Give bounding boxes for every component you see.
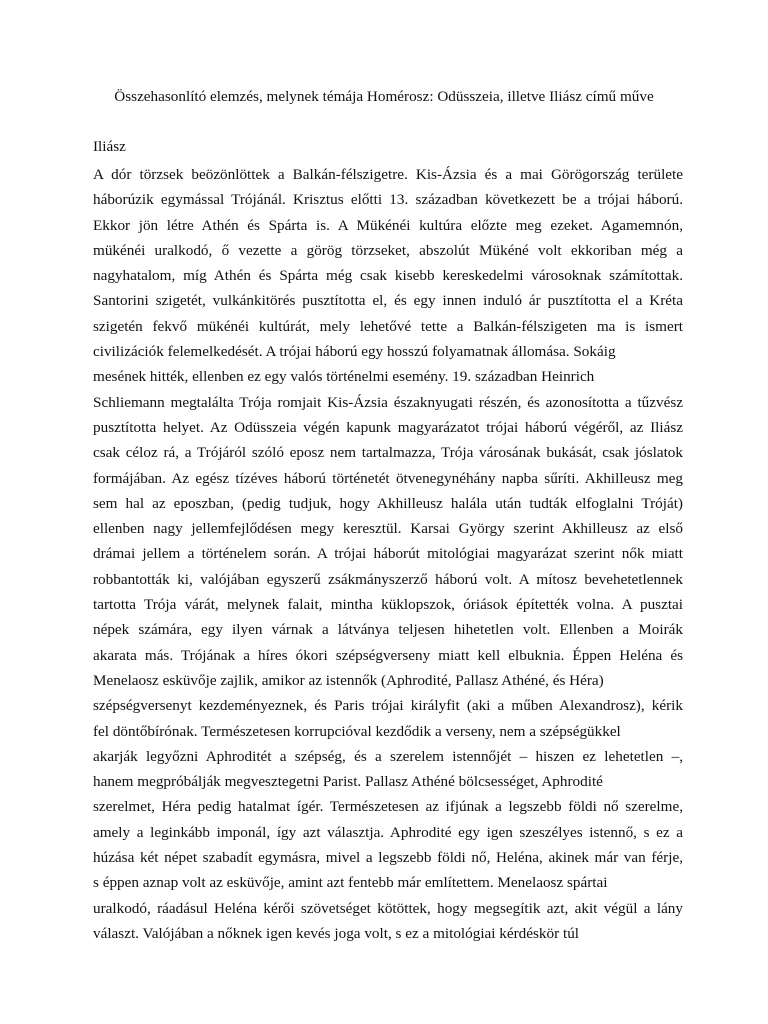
section-heading: Iliász bbox=[93, 138, 126, 155]
text-line: csak céloz rá, a Trójáról szóló eposz nem tartalmazza, Trója városának bukását, csak jóslatok bbox=[93, 444, 683, 462]
text-line: akarják legyőzni Aphroditét a szépség, és a szerelem istennőjét – hiszen ez lehetetlen –, bbox=[93, 747, 683, 765]
text-line: Menelaosz esküvője zajlik, amikor az istennők (Aphrodité, Pallasz Athéné, és Héra) bbox=[93, 671, 604, 689]
text-line: mesének hitték, ellenben ez egy valós történelmi esemény. 19. században Heinrich bbox=[93, 368, 595, 386]
text-line: Schliemann megtalálta Trója romjait Kis-Ázsia északnyugati részén, és azonosította a tűzvész bbox=[93, 393, 683, 411]
text-line: népek számára, egy ilyen várnak a látványa teljesen hihetetlen volt. Ellenben a Moirák bbox=[93, 621, 683, 639]
body-text bbox=[93, 162, 683, 946]
text-line: uralkodó, ráadásul Heléna kérői szövetséget kötöttek, hogy megsegítik azt, akit végül a lány bbox=[93, 899, 683, 917]
text-line: sem hal az eposzban, (pedig tudjuk, hogy Akhilleusz halála után tudták elfoglalni Tróját) bbox=[93, 494, 683, 512]
text-line: robbantották ki, valójában egyszerű zsákmányszerző háború volt. A mítosz bevehetetlennek bbox=[93, 570, 683, 588]
text-line: formájában. Az egész tízéves háború történetét ötvenegynéhány napba sűríti. Akhilleusz meg bbox=[93, 469, 683, 487]
text-line: szépségversenyt kezdeményeznek, és Paris trójai királyfit (aki a műben Alexandrosz), kérik bbox=[93, 697, 683, 715]
text-line: tartotta Trója várát, melynek falait, mintha küklopszok, óriások építették volna. A pusztai bbox=[93, 596, 683, 614]
text-line: szerelmet, Héra pedig hatalmat ígér. Természetesen az ifjúnak a legszebb földi nő szerelme, bbox=[93, 798, 683, 816]
text-line: amely a leginkább imponál, így azt választja. Aphrodité egy igen szeszélyes istennő, s ez a bbox=[93, 823, 683, 841]
document-title: Összehasonlító elemzés, melynek témája Homérosz: Odüsszeia, illetve Iliász című műve bbox=[114, 88, 654, 105]
text-line: ellenben nagy jellemfejlődésen megy keresztül. Karsai György szerint Akhilleusz az első bbox=[93, 520, 683, 538]
text-line: A dór törzsek beözönlöttek a Balkán-félszigetre. Kis-Ázsia és a mai Görögország területe bbox=[93, 166, 683, 183]
text-line: választ. Valójában a nőknek igen kevés joga volt, s ez a mitológiai kérdéskör túl bbox=[93, 924, 580, 942]
text-line: drámai jellem a történelem során. A trójai háborút mitológiai magyarázat szerint nők miatt bbox=[93, 545, 683, 563]
text-line: pusztította helyet. Az Odüsszeia végén kapunk magyarázatot trójai háború végéről, az Iliász bbox=[93, 418, 683, 436]
text-line: nagyhatalom, míg Athén és Spárta még csak kisebb kereskedelmi városoknak számítottak. bbox=[93, 267, 683, 285]
text-line: Ekkor jön létre Athén és Spárta is. A Mükénéi kultúra előzte meg ezeket. Agamemnón, bbox=[93, 216, 683, 234]
text-line: hanem megpróbálják megvesztegetni Parist. Pallasz Athéné bölcsességet, Aphrodité bbox=[93, 773, 603, 791]
text-line: húzása két népet szabadít egymásra, mivel a legszebb földi nő, Heléna, akinek már van férje, bbox=[93, 849, 683, 867]
text-line: háborúzik egymással Trójánál. Krisztus előtti 13. században következett be a trójai háború. bbox=[93, 191, 683, 209]
text-line: akarata más. Trójának a híres ókori szépségverseny miatt kell elbuknia. Éppen Heléna és bbox=[93, 646, 683, 664]
text-line: civilizációk felemelkedését. A trójai háború egy hosszú folyamatnak állomása. Sokáig bbox=[93, 343, 616, 361]
text-line: Santorini szigetét, vulkánkitörés pusztította el, és egy innen induló ár pusztította el a Kréta bbox=[93, 292, 683, 310]
text-line: szigetén fekvő mükénéi kultúrát, mely lehetővé tette a Balkán-félszigeten ma is ismert bbox=[93, 317, 683, 335]
text-line: fel döntőbírónak. Természetesen korrupcióval kezdődik a verseny, nem a szépségükkel bbox=[93, 722, 621, 740]
text-line: mükénéi uralkodó, ő vezette a görög törzseket, abszolút Mükéné volt ekkoriban még a bbox=[93, 241, 683, 259]
text-line: s éppen aznap volt az esküvője, amint azt fentebb már említettem. Menelaosz spártai bbox=[93, 874, 608, 892]
